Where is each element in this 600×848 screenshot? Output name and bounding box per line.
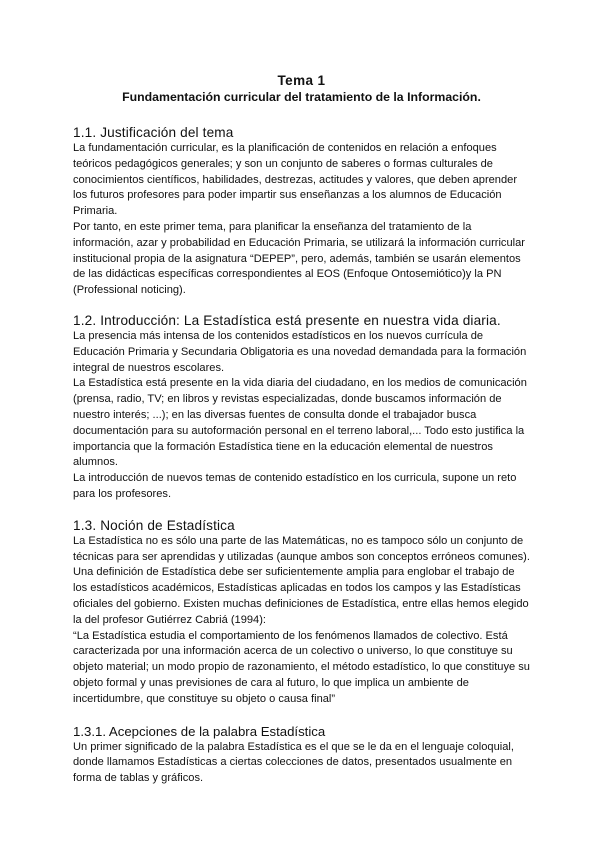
quote-paragraph: “La Estadística estudia el comportamiento de los fenómenos llamados de colectivo. Está caracterizada por una información acerca de un colectivo o universo, lo que constituye su objeto material; un modo propio de razonamiento, el método estadístico, lo que constituye su objeto formal y unas previsiones de cara al futuro, lo que implica un ambiente de incertidumbre, que constituye su objeto o causa final”: [73, 629, 530, 705]
document-title: Tema 1: [277, 73, 326, 88]
section-introduccion: [73, 312, 530, 503]
paragraph: La Estadística está presente en la vida diaria del ciudadano, en los medios de comunicación (prensa, radio, TV; en libros y revistas especializadas, donde buscamos información de nuestro interés; ...); en las diversas fuentes de consulta donde el trabajador busca documentación para su autoformación personal en el terreno laboral,... Todo esto justifica la importancia que la formación Estadística tiene en la educación elemental de nuestros alumnos.: [73, 377, 527, 469]
section-justificacion: [73, 124, 530, 299]
section-nocion: [73, 517, 530, 708]
paragraph: Un primer significado de la palabra Estadística es el que se le da en el lenguaje coloquial, donde llamamos Estadísticas a ciertas colecciones de datos, presentados usualmente en forma de tablas y gráficos.: [73, 740, 514, 785]
paragraph: La introducción de nuevos temas de contenido estadístico en los curricula, supone un reto para los profesores.: [73, 472, 517, 500]
section-acepciones: [73, 723, 530, 787]
document-subtitle: Fundamentación curricular del tratamiento de la Información.: [122, 90, 481, 104]
paragraph: La Estadística no es sólo una parte de las Matemáticas, no es tampoco sólo un conjunto de técnicas para ser aprendidas y utilizadas (aunque ambos son conceptos erróneos comunes). Una definición de Estadística debe ser suficientemente amplia para englobar el trabajo de los estadísticos académicos, Estadísticas aplicadas en todos los campos y las Estadísticas oficiales del gobierno. Existen muchas definiciones de Estadística, entre ellas hemos elegido la del profesor Gutiérrez Cabriá (1994):: [73, 534, 530, 626]
paragraph: La fundamentación curricular, es la planificación de contenidos en relación a enfoques teóricos pedagógicos generales; y son un conjunto de saberes o formas culturales de conocimientos científicos, habilidades, destrezas, actitudes y valores, que deben aprender los futuros profesores para poder impartir sus enseñanzas a los alumnos de Educación Primaria.: [73, 142, 518, 218]
paragraph: La presencia más intensa de los contenidos estadísticos en los nuevos currícula de Educación Primaria y Secundaria Obligatoria es una novedad demandada para la formación integral de nuestros escolares.: [73, 329, 527, 374]
section-heading: 1.1. Justificación del tema: [73, 125, 234, 140]
section-heading: 1.3. Noción de Estadística: [73, 517, 235, 533]
title-block: [73, 72, 530, 106]
section-heading: 1.2. Introducción: La Estadística está presente en nuestra vida diaria.: [73, 312, 501, 328]
subsection-heading: 1.3.1. Acepciones de la palabra Estadística: [73, 723, 326, 739]
paragraph: Por tanto, en este primer tema, para planificar la enseñanza del tratamiento de la información, azar y probabilidad en Educación Primaria, se utilizará la información curricular institucional propia de la asignatura “DEPEP”, pero, además, también se usarán elementos de las didácticas específicas correspondientes al EOS (Enfoque Ontosemiótico)y la PN (Professional noticing).: [73, 220, 525, 297]
